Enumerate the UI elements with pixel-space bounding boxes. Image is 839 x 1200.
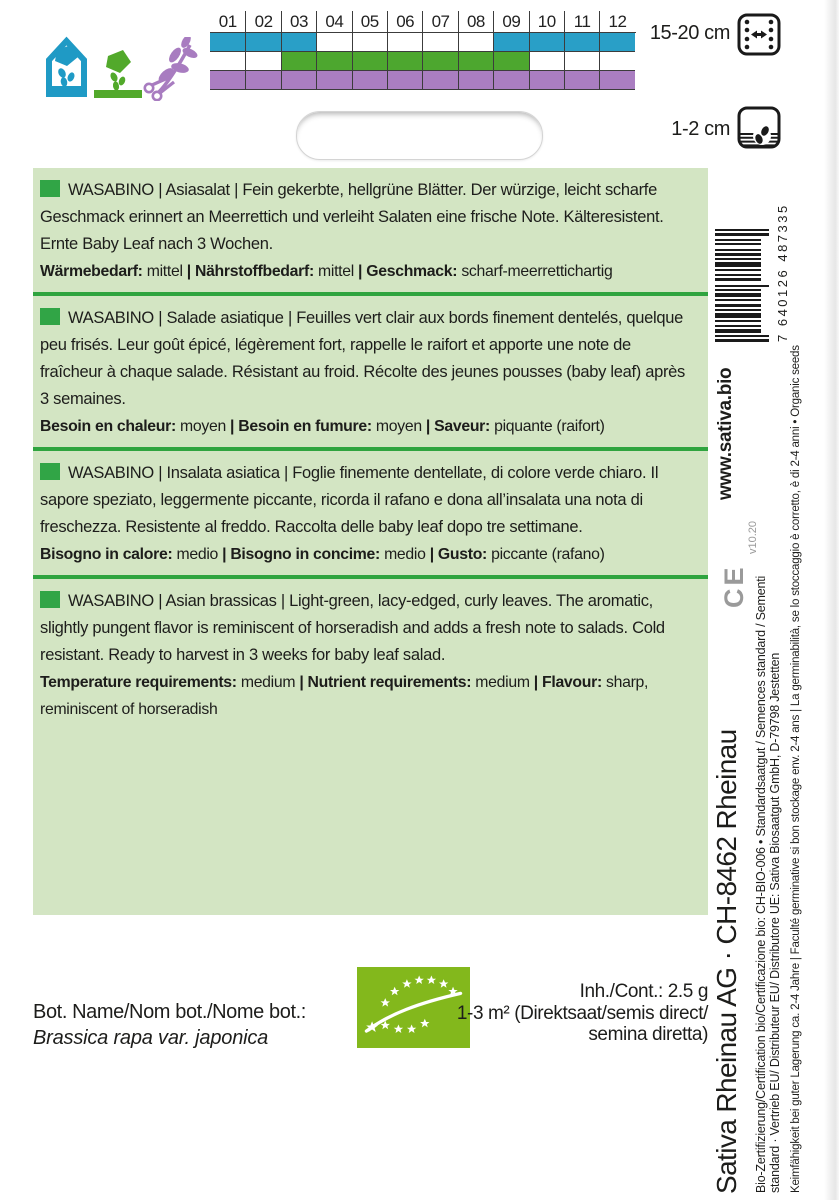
calendar-month-label: 06 (387, 11, 422, 32)
calendar-row-greenhouse-sowing (210, 33, 636, 52)
green-square-bullet (40, 591, 60, 608)
calendar-cell (564, 52, 599, 71)
calendar-cell (564, 71, 599, 90)
calendar-cell (564, 33, 599, 52)
ce-mark: CE (719, 564, 749, 608)
calendar-cell (599, 33, 634, 52)
greenhouse-sowing-icon (44, 36, 89, 99)
description-text: WASABINO | Insalata asiatica | Foglie finemente dentellate, di colore verde chiaro. Il sapore speziato, leggermente piccante, ricorda il rafano e dona all’insalata una nota di freschezza. Resistente al freddo. Raccolta delle baby leaf dopo tre settimane. (40, 464, 659, 536)
calendar-cell (458, 52, 493, 71)
calendar-month-label: 08 (458, 11, 493, 32)
calendar-cell (599, 52, 634, 71)
calendar-month-label: 05 (352, 11, 387, 32)
calendar-month-label: 11 (564, 11, 599, 32)
requirements-line: Besoin en chaleur: moyen | Besoin en fumure: moyen | Saveur: piquante (raifort) (40, 418, 605, 435)
calendar-cell (387, 71, 422, 90)
area-line: 1-3 m² (Direktsaat/semis direct/ (456, 1002, 708, 1024)
ean-number: 7 640126 487335 (775, 203, 790, 342)
packet-edge-shadow (824, 0, 839, 1200)
calendar-row-harvest (210, 71, 636, 90)
sowing-depth-label: 1-2 cm (671, 118, 730, 140)
calendar-rows (210, 32, 636, 90)
calendar-cell (210, 71, 245, 90)
calendar-cell (422, 52, 457, 71)
calendar-month-label: 01 (218, 11, 237, 31)
variety-description (40, 460, 696, 541)
calendar-cell (458, 33, 493, 52)
plant-spacing-label: 15-20 cm (649, 22, 730, 44)
hang-hole (296, 111, 543, 160)
description-text: WASABINO | Asiasalat | Fein gekerbte, hellgrüne Blätter. Der würzige, leicht scharfe Geschmack erinnert an Meerrettich und verleiht Salaten eine frische Note. Kälteresistent. Ernte Baby Leaf nach 3 Wochen. (40, 181, 664, 253)
content-weight: Inh./Cont.: 2.5 g (579, 981, 708, 1002)
area-line-2: semina diretta) (588, 1024, 708, 1045)
version-label: v10.20 (747, 520, 759, 554)
content-block (420, 981, 708, 1046)
plant-spacing-icon (737, 13, 781, 56)
calendar-cell (316, 71, 351, 90)
calendar-cell (245, 52, 280, 71)
calendar-month-label: 03 (281, 11, 316, 32)
requirements-line: Wärmebedarf: mittel | Nährstoffbedarf: mittel | Geschmack: scharf-meerrettichartig (40, 263, 613, 280)
variety-description (40, 305, 696, 413)
calendar-cell (245, 71, 280, 90)
calendar-cell (281, 71, 316, 90)
calendar-cell (387, 52, 422, 71)
calendar-month-label: 09 (493, 11, 528, 32)
language-section (33, 451, 708, 575)
calendar-cell (316, 33, 351, 52)
green-square-bullet (40, 308, 60, 325)
certification-line: Bio-Zertifizierung/Certification bio/Certificazione bio: CH-BIO-006 • Standardsaatgut / Semences standard / Sementi (754, 575, 768, 1193)
barcode-bars-icon (715, 170, 769, 342)
calendar-month-label: 07 (422, 11, 457, 32)
variety-description (40, 588, 696, 669)
requirements-line: Temperature requirements: medium | Nutrient requirements: medium | Flavour: sharp, reminiscent of horseradish (40, 674, 649, 718)
calendar-row-direct-sowing (210, 52, 636, 71)
calendar-cell (352, 71, 387, 90)
harvest-scissors-icon (142, 37, 199, 101)
calendar-cell (352, 33, 387, 52)
side-info-strip (711, 158, 839, 1200)
language-section (33, 168, 708, 292)
botanical-name-label: Bot. Name/Nom bot./Nome bot.: (33, 1001, 306, 1023)
calendar-cell (529, 71, 564, 90)
calendar-cell (210, 52, 245, 71)
calendar-cell (493, 71, 528, 90)
germination-line: Keimfähigkeit bei guter Lagerung ca. 2-4 Jahre | Faculté germinative si bon stockage env. 2-4 ans | La germinabilità, se lo stoccaggio è corretto, è di 2-4 anni • Organic seeds (790, 345, 802, 1193)
green-square-bullet (40, 180, 60, 197)
language-section (33, 579, 708, 730)
calendar-cell (493, 52, 528, 71)
calendar-cell (281, 52, 316, 71)
calendar-month-label: 12 (599, 11, 634, 32)
distribution-line: standard · Vertrieb EU/ Distributeur EU/ Distributore UE: Sativa Biosaatgut GmbH, D-79798 Jestetten (768, 652, 782, 1193)
calendar-cell (599, 71, 634, 90)
botanical-name: Brassica rapa var. japonica (33, 1027, 269, 1049)
calendar-cell (422, 33, 457, 52)
description-text: WASABINO | Asian brassicas | Light-green, lacy-edged, curly leaves. The aromatic, slightly pungent flavor is reminiscent of horseradish and adds a fresh note to salads. Cold resistant. Ready to harvest in 3 weeks for baby leaf salad. (40, 592, 665, 664)
calendar-cell (281, 33, 316, 52)
calendar-cell (493, 33, 528, 52)
calendar-month-header (210, 11, 636, 32)
calendar-cell (422, 71, 457, 90)
variety-description (40, 177, 696, 258)
language-section (33, 296, 708, 447)
sowing-depth-icon (737, 106, 781, 149)
calendar-cell (210, 33, 245, 52)
calendar-cell (316, 52, 351, 71)
calendar-month-label: 02 (245, 11, 280, 32)
green-square-bullet (40, 463, 60, 480)
calendar-cell (458, 71, 493, 90)
calendar-cell (529, 33, 564, 52)
ean-barcode (715, 167, 790, 342)
calendar-cell (245, 33, 280, 52)
calendar-month-label: 10 (529, 11, 564, 32)
sowing-calendar (210, 11, 636, 90)
calendar-cell (529, 52, 564, 71)
calendar-month-label: 04 (316, 11, 351, 32)
calendar-cell (352, 52, 387, 71)
description-box (33, 168, 708, 915)
direct-sowing-icon (93, 46, 143, 98)
website-url: www.sativa.bio (715, 367, 736, 500)
requirements-line: Bisogno in calore: medio | Bisogno in concime: medio | Gusto: piccante (rafano) (40, 546, 605, 563)
company-address: Sativa Rheinau AG · CH-8462 Rheinau (711, 729, 742, 1194)
calendar-cell (387, 33, 422, 52)
description-text: WASABINO | Salade asiatique | Feuilles vert clair aux bords finement dentelés, quelque peu frisés. Leur goût épicé, légèrement fort, rappelle le raifort et apporte une note de fraîcheur à chaque salade. Résistant au froid. Récolte des jeunes pousses (baby leaf) après 3 semaines. (40, 309, 686, 408)
